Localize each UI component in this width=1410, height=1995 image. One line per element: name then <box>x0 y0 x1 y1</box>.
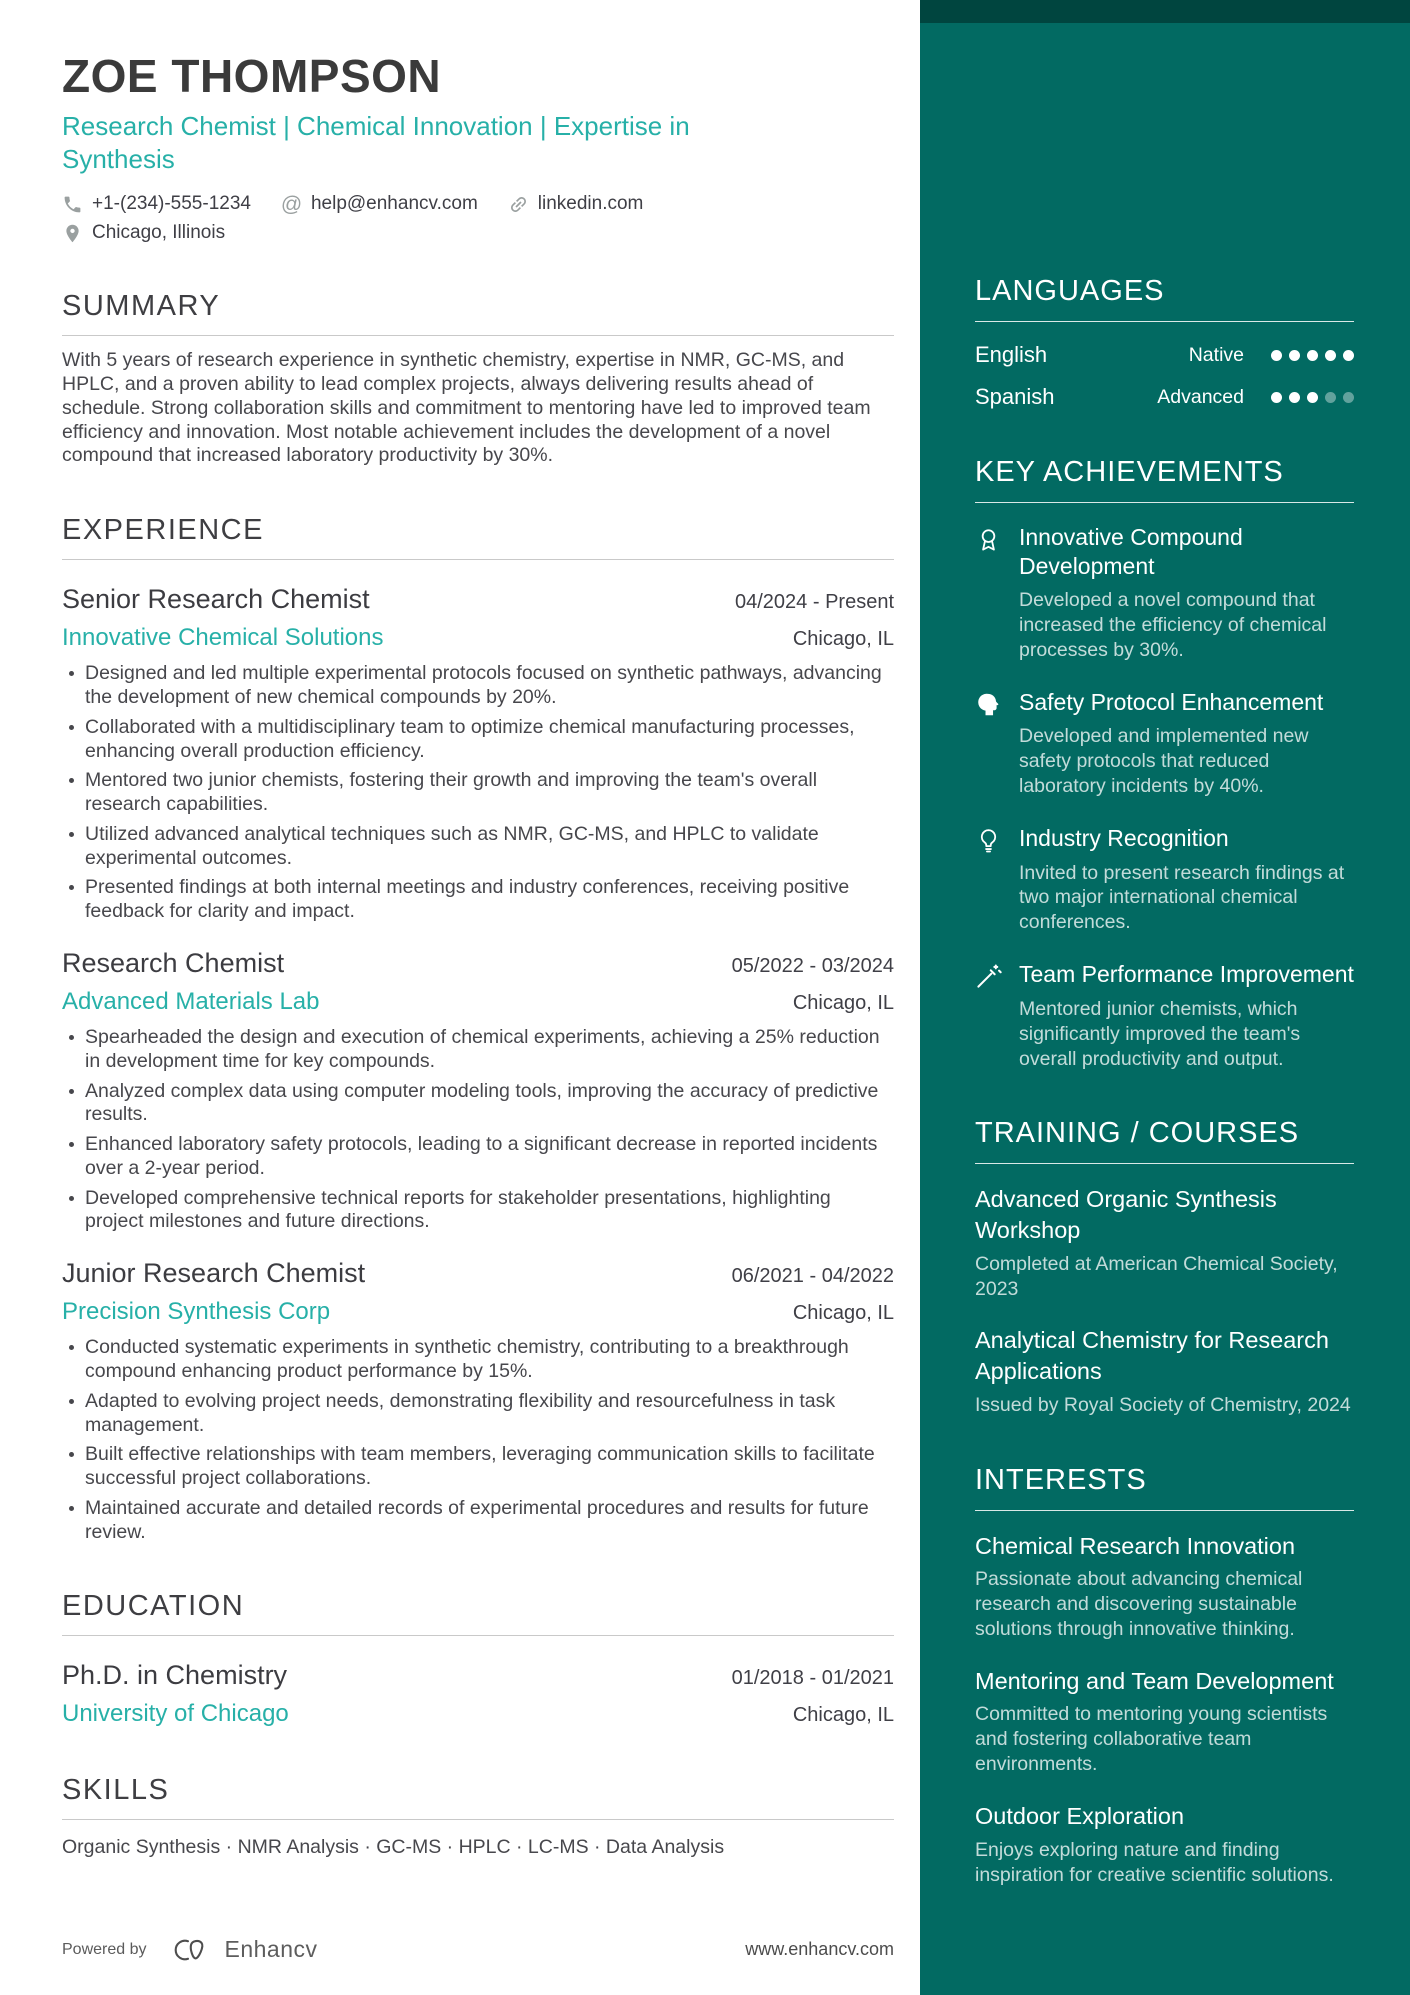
interest-title: Outdoor Exploration <box>975 1803 1185 1830</box>
education-entry <box>62 1660 894 1728</box>
course-title: Analytical Chemistry for Research Applications <box>975 1327 1329 1384</box>
bullet-item: Utilized advanced analytical techniques such as NMR, GC-MS, and HPLC to validate experimental outcomes. <box>62 823 894 871</box>
achievement-text: Invited to present research findings at two major international chemical conferences. <box>1019 861 1345 934</box>
bullet-item: Presented findings at both internal meetings and industry conferences, receiving positive feedback for clarity and impact. <box>62 876 894 924</box>
link-item <box>508 193 644 215</box>
education-heading: EDUCATION <box>62 1590 894 1636</box>
bullet-item: Enhanced laboratory safety protocols, leading to a significant decrease in reported incidents over a 2-year period. <box>62 1133 894 1181</box>
bullet-item: Maintained accurate and detailed records of experimental procedures and results for future review. <box>62 1497 894 1545</box>
brand-name: Enhancv <box>224 1936 318 1962</box>
bullet-item: Developed comprehensive technical reports for stakeholder presentations, highlighting project milestones and future directions. <box>62 1187 894 1235</box>
experience-entry <box>62 584 894 924</box>
phone-value: +1-(234)-555-1234 <box>92 193 251 215</box>
email-item <box>281 193 478 215</box>
achievement-title: Team Performance Improvement <box>1019 961 1354 988</box>
job-company: Precision Synthesis Corp <box>62 1298 331 1326</box>
language-level: Advanced <box>1157 385 1244 408</box>
bullet-item: Designed and led multiple experimental protocols focused on synthetic pathways, advancing the development of new chemical compounds by 20%. <box>62 662 894 710</box>
achievement-item <box>975 523 1354 663</box>
person-headline: Research Chemist | Chemical Innovation | Expertise in Synthesis <box>62 110 690 175</box>
interest-text: Passionate about advancing chemical research and discovering sustainable solutions through innovative thinking. <box>975 1568 1303 1640</box>
language-row <box>975 342 1354 368</box>
powered-by-label: Powered by <box>62 1940 147 1958</box>
courses-heading: TRAINING / COURSES <box>975 1117 1354 1164</box>
course-title: Advanced Organic Synthesis Workshop <box>975 1186 1277 1243</box>
location-value: Chicago, Illinois <box>92 222 226 244</box>
footer-site-link[interactable]: www.enhancv.com <box>745 1939 894 1959</box>
sidebar-top-strip <box>920 0 1410 23</box>
bullet-item: Adapted to evolving project needs, demonstrating flexibility and resourcefulness in task management. <box>62 1390 894 1438</box>
email-value[interactable]: help@enhancv.com <box>310 193 478 215</box>
enhancv-logo-icon <box>173 1937 215 1963</box>
course-item <box>975 1325 1354 1417</box>
achievement-title: Safety Protocol Enhancement <box>1019 689 1324 716</box>
sidebar <box>920 0 1410 1995</box>
location-item <box>62 222 894 244</box>
language-dots <box>1264 392 1354 403</box>
languages-heading: LANGUAGES <box>975 275 1354 322</box>
link-icon <box>503 189 533 219</box>
achievement-text: Developed a novel compound that increased the efficiency of chemical processes by 30%. <box>1019 589 1327 662</box>
job-dates: 04/2024 - Present <box>735 591 894 614</box>
person-name: ZOE THOMPSON <box>62 50 442 102</box>
achievement-text: Mentored junior chemists, which significantly improved the team's overall productivity and output. <box>1019 997 1301 1070</box>
bullet-item: Spearheaded the design and execution of chemical experiments, achieving a 25% reduction in development time for key compounds. <box>62 1026 894 1074</box>
interest-item <box>975 1666 1354 1777</box>
head-icon <box>975 688 1019 799</box>
interest-item <box>975 1801 1354 1887</box>
link-value[interactable]: linkedin.com <box>537 193 644 215</box>
language-row <box>975 384 1354 410</box>
sidebar-content <box>920 23 1410 1888</box>
course-detail: Completed at American Chemical Society, 2023 <box>975 1252 1338 1300</box>
job-bullets <box>62 1026 894 1234</box>
contact-row <box>62 193 894 244</box>
job-dates: 06/2021 - 04/2022 <box>731 1265 894 1288</box>
bullet-item: Mentored two junior chemists, fostering their growth and improving the team's overall research capabilities. <box>62 769 894 817</box>
skills-list: Organic Synthesis · NMR Analysis · GC-MS · HPLC · LC-MS · Data Analysis <box>62 1836 725 1859</box>
medal-icon <box>975 523 1019 663</box>
experience-heading: EXPERIENCE <box>62 514 894 560</box>
footer <box>62 1936 894 1963</box>
interest-text: Enjoys exploring nature and finding inspiration for creative scientific solutions. <box>975 1838 1334 1886</box>
summary-heading: SUMMARY <box>62 290 894 336</box>
job-title: Research Chemist <box>62 947 285 978</box>
language-name: Spanish <box>975 384 1055 409</box>
phone-icon <box>62 194 83 215</box>
language-level: Native <box>1188 343 1244 366</box>
achievement-title: Industry Recognition <box>1019 825 1229 852</box>
course-item <box>975 1184 1354 1301</box>
experience-entry <box>62 1258 894 1544</box>
interest-title: Mentoring and Team Development <box>975 1667 1334 1694</box>
job-bullets <box>62 1336 894 1544</box>
achievement-title: Innovative Compound Development <box>1019 524 1243 580</box>
job-company: Advanced Materials Lab <box>62 987 320 1015</box>
job-location: Chicago, IL <box>792 1302 894 1325</box>
job-location: Chicago, IL <box>792 628 894 651</box>
achievement-item <box>975 688 1354 799</box>
job-title: Junior Research Chemist <box>62 1258 366 1289</box>
skills-heading: SKILLS <box>62 1774 894 1820</box>
phone-item <box>62 193 251 215</box>
wand-icon <box>975 960 1019 1071</box>
achievement-item <box>975 960 1354 1071</box>
language-dots <box>1264 350 1354 361</box>
degree-title: Ph.D. in Chemistry <box>62 1660 288 1691</box>
language-name: English <box>975 342 1048 367</box>
interest-item <box>975 1531 1354 1642</box>
bullet-item: Collaborated with a multidisciplinary team to optimize chemical manufacturing processes, enhancing overall production efficiency. <box>62 716 894 764</box>
school-name: University of Chicago <box>62 1700 289 1728</box>
job-company: Innovative Chemical Solutions <box>62 624 384 652</box>
job-dates: 05/2022 - 03/2024 <box>731 954 894 977</box>
summary-text: With 5 years of research experience in synthetic chemistry, expertise in NMR, GC-MS, and HPLC, and a proven ability to lead complex projects, always delivering results ahead of schedule. Strong collaboration skills and commitment to mentoring have led to improved team efficiency and innovation. Most notable achievement includes the development of a novel compound that increased laboratory productivity by 30%. <box>62 349 871 467</box>
education-location: Chicago, IL <box>792 1704 894 1727</box>
achievement-item <box>975 824 1354 935</box>
achievements-heading: KEY ACHIEVEMENTS <box>975 456 1354 503</box>
lightbulb-icon <box>975 824 1019 935</box>
location-pin-icon <box>62 223 83 244</box>
education-dates: 01/2018 - 01/2021 <box>731 1667 894 1690</box>
job-title: Senior Research Chemist <box>62 584 370 615</box>
interest-text: Committed to mentoring young scientists and fostering collaborative team environments. <box>975 1703 1328 1776</box>
job-bullets <box>62 662 894 924</box>
bullet-item: Conducted systematic experiments in synthetic chemistry, contributing to a breakthrough compound enhancing product performance by 15%. <box>62 1336 894 1384</box>
experience-entry <box>62 948 894 1234</box>
bullet-item: Analyzed complex data using computer modeling tools, improving the accuracy of predictive results. <box>62 1080 894 1128</box>
interest-title: Chemical Research Innovation <box>975 1532 1296 1559</box>
job-location: Chicago, IL <box>792 991 894 1014</box>
achievement-text: Developed and implemented new safety protocols that reduced laboratory incidents by 40%. <box>1019 725 1309 798</box>
bullet-item: Built effective relationships with team members, leveraging communication skills to facilitate successful project collaborations. <box>62 1443 894 1491</box>
course-detail: Issued by Royal Society of Chemistry, 2024 <box>975 1393 1351 1416</box>
interests-heading: INTERESTS <box>975 1464 1354 1511</box>
at-icon: @ <box>280 192 303 216</box>
